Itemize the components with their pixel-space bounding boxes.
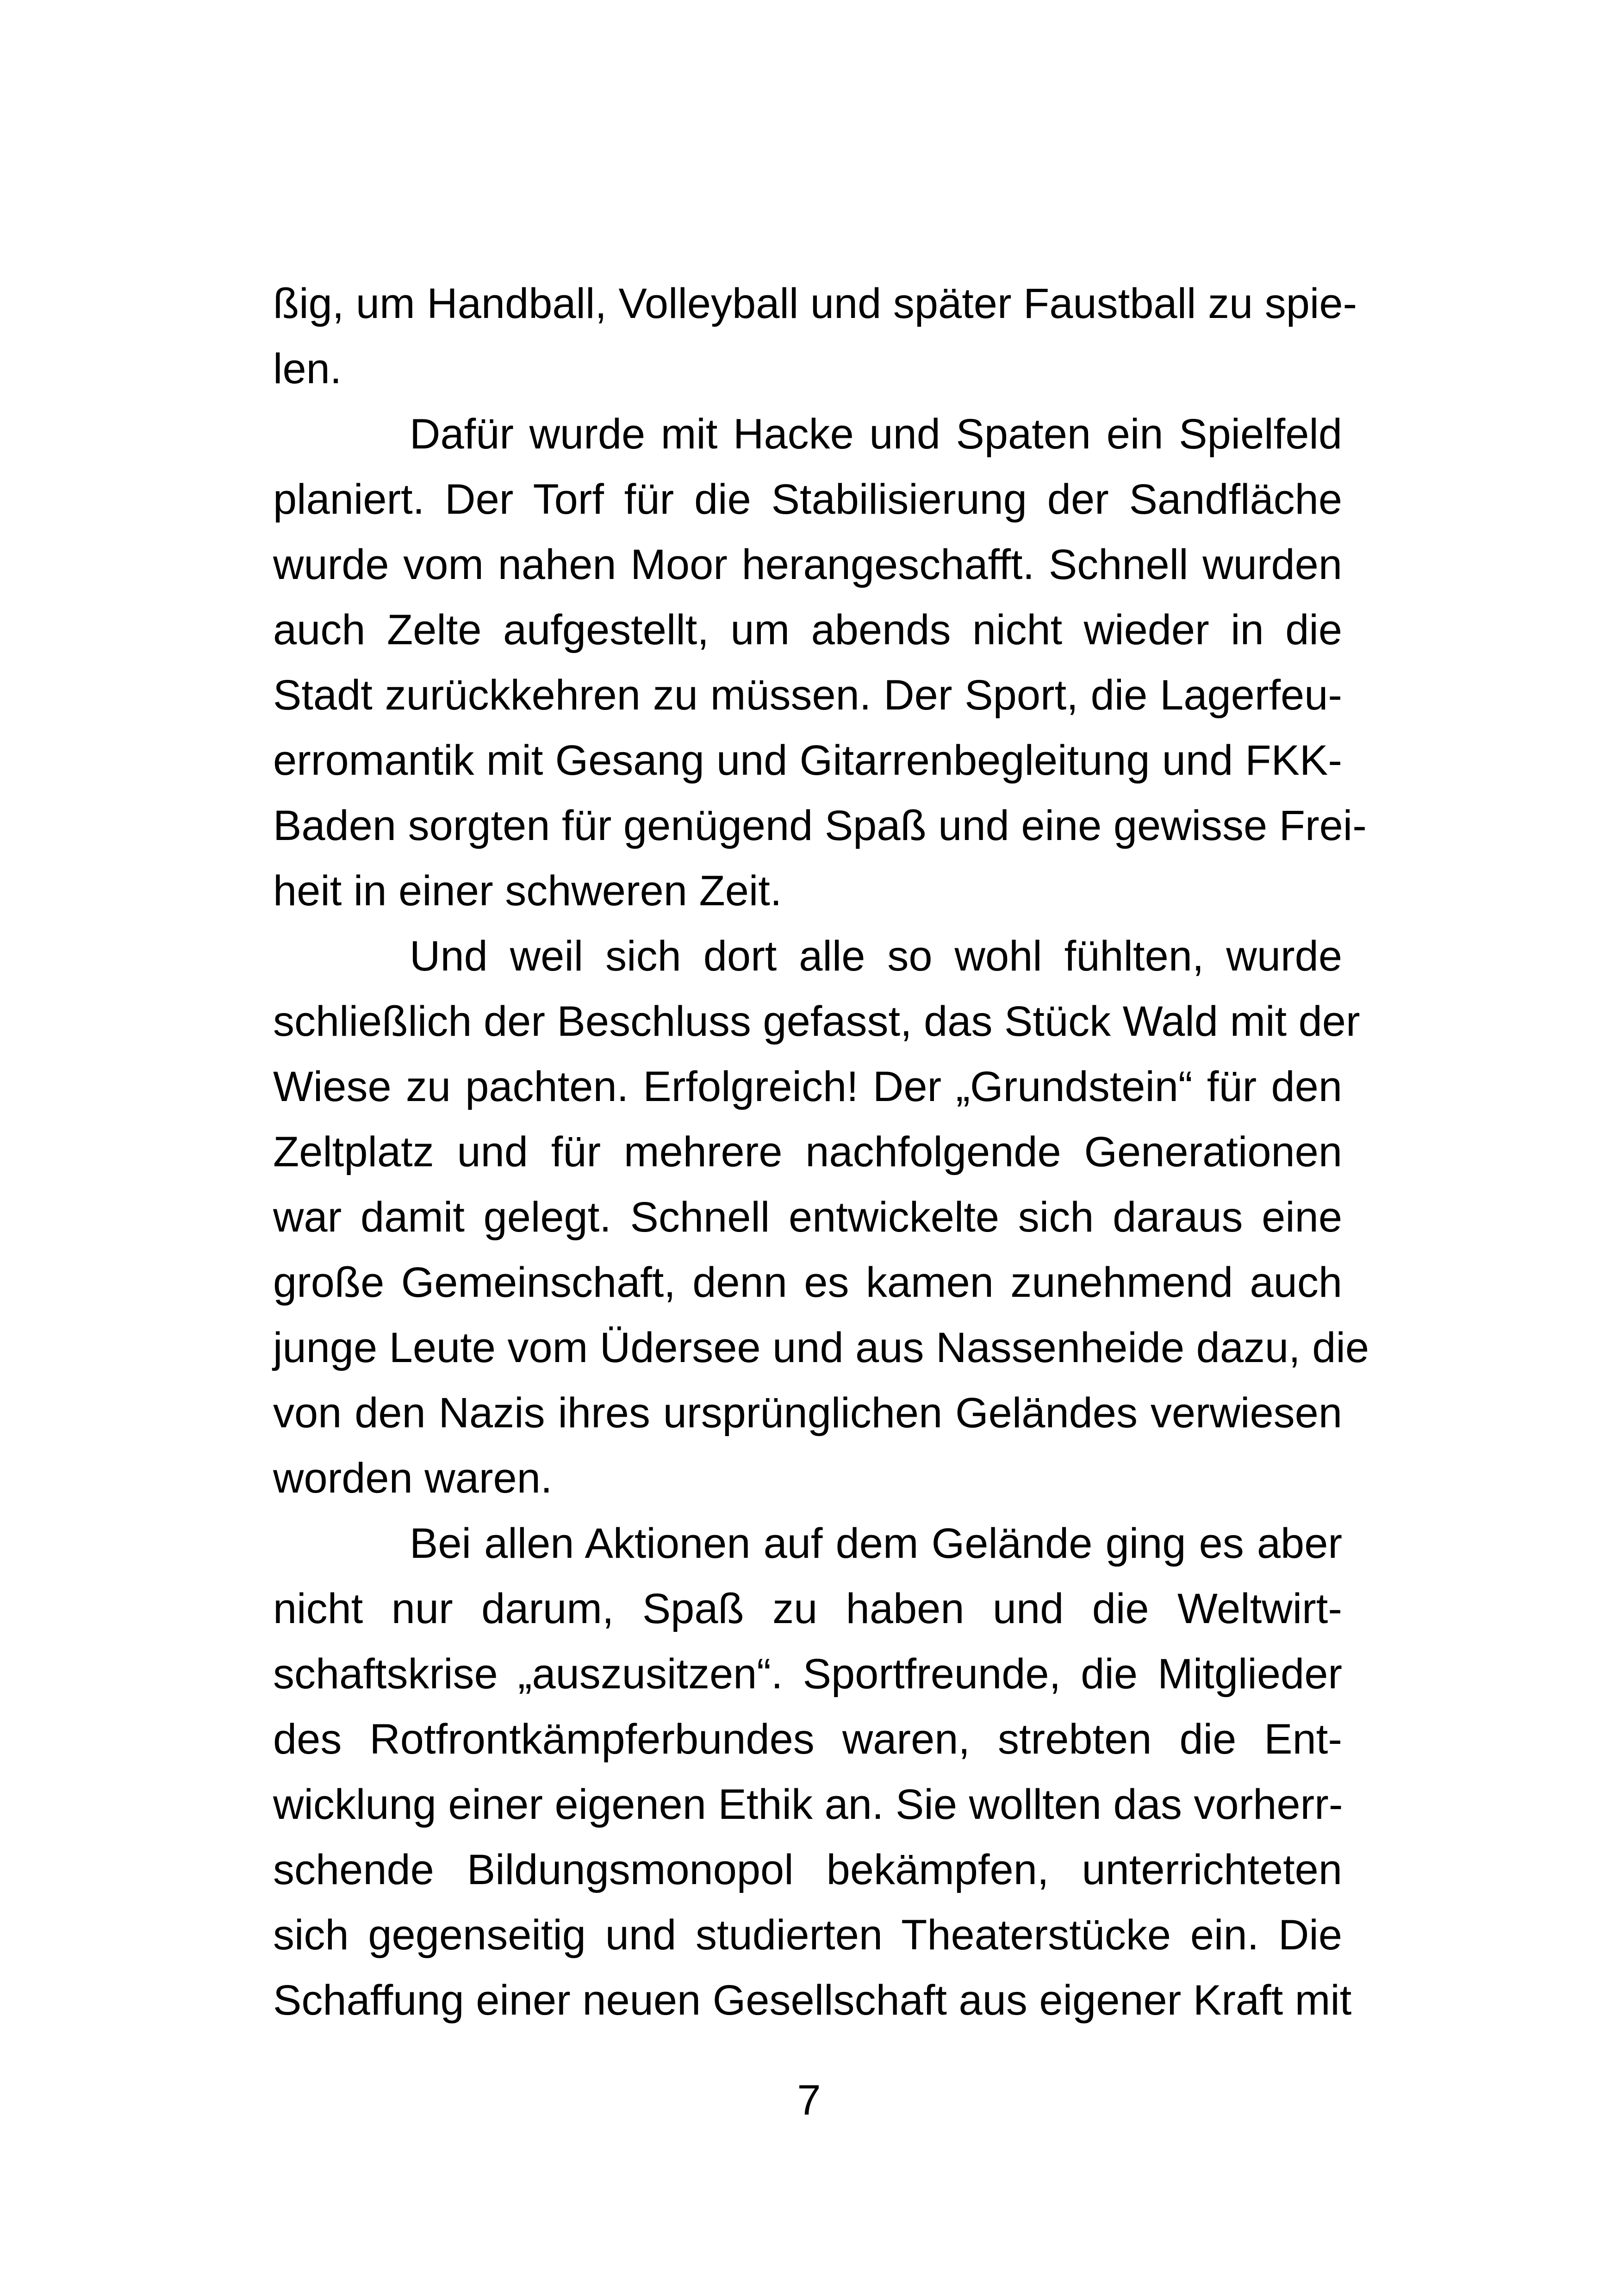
text-line: schließlich der Beschluss gefasst, das Stück Wald mit der — [273, 998, 1360, 1045]
paragraph-3 — [273, 924, 1369, 1511]
text-line: war damit gelegt. Schnell entwickelte sich daraus eine — [273, 1194, 1342, 1241]
text-line: Dafür wurde mit Hacke und Spaten ein Spielfeld — [410, 411, 1342, 458]
text-line: planiert. Der Torf für die Stabilisierung der Sandfläche — [273, 476, 1342, 523]
text-line: sich gegenseitig und studierten Theaterstücke ein. Die — [273, 1911, 1342, 1959]
paragraph-1 — [273, 271, 1357, 402]
page-number: 7 — [797, 2077, 821, 2124]
text-line: heit in einer schweren Zeit. — [273, 867, 782, 915]
text-line: Und weil sich dort alle so wohl fühlten, wurde — [410, 933, 1342, 980]
text-line: große Gemeinschaft, denn es kamen zunehmend auch — [273, 1259, 1342, 1306]
text-line: Baden sorgten für genügend Spaß und eine gewisse Frei- — [273, 802, 1367, 849]
text-line: Bei allen Aktionen auf dem Gelände ging es aber — [410, 1520, 1342, 1567]
text-line: des Rotfrontkämpferbundes waren, strebten die Ent- — [273, 1716, 1342, 1763]
text-line: auch Zelte aufgestellt, um abends nicht wieder in die — [273, 606, 1342, 653]
text-line: schaftskrise „auszusitzen“. Sportfreunde, die Mitglieder — [273, 1650, 1342, 1698]
paragraph-2 — [273, 402, 1367, 924]
text-line: wicklung einer eigenen Ethik an. Sie wollten das vorherr- — [273, 1781, 1343, 1828]
text-line: ßig, um Handball, Volleyball und später Faustball zu spie- — [273, 280, 1357, 327]
text-line: Wiese zu pachten. Erfolgreich! Der „Grundstein“ für den — [273, 1063, 1342, 1110]
text-line: schende Bildungsmonopol bekämpfen, unterrichteten — [273, 1846, 1342, 1893]
text-line: Schaffung einer neuen Gesellschaft aus eigener Kraft mit — [273, 1977, 1352, 2024]
text-line: junge Leute vom Üdersee und aus Nassenheide dazu, die — [273, 1324, 1369, 1371]
text-line: len. — [273, 345, 342, 392]
text-line: worden waren. — [273, 1455, 553, 1502]
body-text — [273, 271, 1369, 2033]
text-line: Stadt zurückkehren zu müssen. Der Sport, die Lagerfeu- — [273, 672, 1342, 719]
text-line: wurde vom nahen Moor herangeschafft. Schnell wurden — [273, 541, 1342, 588]
text-line: von den Nazis ihres ursprünglichen Geländes verwiesen — [273, 1389, 1342, 1437]
text-line: erromantik mit Gesang und Gitarrenbegleitung und FKK- — [273, 737, 1342, 784]
text-line: Zeltplatz und für mehrere nachfolgende Generationen — [273, 1128, 1342, 1176]
text-line: nicht nur darum, Spaß zu haben und die Weltwirt- — [273, 1585, 1342, 1632]
paragraph-4 — [273, 1511, 1352, 2033]
